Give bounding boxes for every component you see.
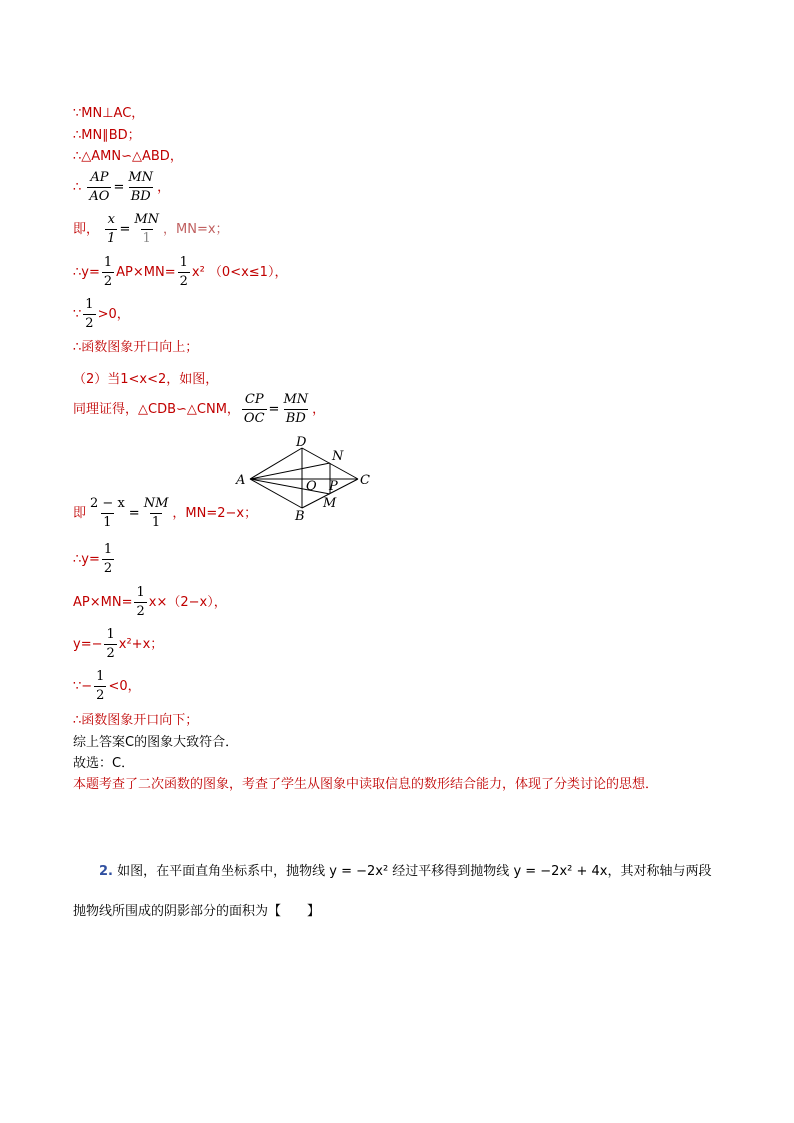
segment-an <box>250 463 330 479</box>
solution-line-7: ∵ $\frac{1}{2}$ >0， <box>73 297 130 331</box>
segment-am <box>250 479 330 494</box>
fraction-half: $\frac{1}{2}$ <box>85 297 94 331</box>
solution-line-1: ∵MN⊥AC， <box>73 106 145 121</box>
label-a: A <box>236 473 246 488</box>
fraction-half: $\frac{1}{2}$ <box>106 627 115 661</box>
fraction-mn-bd: $\frac{MN}{BD}$ <box>283 392 309 426</box>
fraction-half: $\frac{1}{2}$ <box>103 255 113 289</box>
rhombus-figure <box>232 434 377 524</box>
solution-line-11: 即 $\frac{2 - x}{1}$ = $\frac{NM}{1}$ ，MN=2−x； <box>73 496 258 530</box>
solution-line-9: （2）当1<x<2，如图， <box>73 372 219 387</box>
solution-line-16: ∴函数图象开口向下； <box>73 713 199 728</box>
solution-line-5: 即， $\frac{x}{1}$ = $\frac{MN}{1}$ ，MN=x； <box>73 212 229 246</box>
fraction-half: $\frac{1}{2}$ <box>96 669 105 703</box>
solution-line-12: ∴y= $\frac{1}{2}$ <box>73 542 113 576</box>
label-c: C <box>360 473 370 488</box>
fraction-ap-ao: $\frac{AP}{AO}$ <box>89 170 110 204</box>
fraction-2-minus-x: $\frac{2 - x}{1}$ <box>90 496 125 530</box>
fraction-x-1: $\frac{x}{1}$ <box>107 212 116 246</box>
label-p: P <box>329 479 338 494</box>
fraction-half: $\frac{1}{2}$ <box>136 585 145 619</box>
label-d: D <box>296 435 307 450</box>
fraction-mn-1: $\frac{MN}{1}$ <box>134 212 160 246</box>
question-2-line-2: 抛物线所围成的阴影部分的面积为【 】 <box>73 904 321 919</box>
question-number: 2. <box>99 864 113 879</box>
solution-line-2: ∴MN∥BD； <box>73 128 141 143</box>
fraction-half: $\frac{1}{2}$ <box>179 255 188 289</box>
solution-line-15: ∵− $\frac{1}{2}$ <0， <box>73 669 141 703</box>
edge-ba <box>250 479 302 508</box>
solution-line-8: ∴函数图象开口向上； <box>73 340 199 355</box>
question-2-line-1: 2. 如图，在平面直角坐标系中，抛物线 y = −2x² 经过平移得到抛物线 y = −2x² + 4x，其对称轴与两段 <box>99 864 712 879</box>
solution-line-6: ∴y= $\frac{1}{2}$ AP×MN= $\frac{1}{2}$ x² （0<x≤1）， <box>73 255 288 289</box>
fraction-cp-oc: $\frac{CP}{OC}$ <box>243 392 265 426</box>
therefore-symbol: ∴ <box>73 180 82 195</box>
label-o: O <box>306 479 317 494</box>
fraction-mn-bd: $\frac{MN}{BD}$ <box>128 170 154 204</box>
solution-line-10: 同理证得，△CDB∽△CNM， $\frac{CP}{OC}$ = $\frac{MN}{BD}$ ， <box>73 392 326 426</box>
solution-line-14: y=− $\frac{1}{2}$ x²+x； <box>73 627 164 661</box>
label-m: M <box>323 496 337 511</box>
fraction-half: $\frac{1}{2}$ <box>103 542 113 576</box>
solution-line-4: ∴ $\frac{AP}{AO}$ = $\frac{MN}{BD}$ ， <box>73 170 171 204</box>
solution-line-3: ∴△AMN∽△ABD， <box>73 149 183 164</box>
solution-line-18: 故选：C． <box>73 756 135 771</box>
fraction-nm-1: $\frac{NM}{1}$ <box>143 496 169 530</box>
edge-ad <box>250 448 302 479</box>
solution-line-19: 本题考查了二次函数的图象，考查了学生从图象中读取信息的数形结合能力，体现了分类讨论的思想． <box>73 777 659 792</box>
label-n: N <box>332 449 344 464</box>
label-b: B <box>295 509 305 524</box>
solution-line-13: AP×MN= $\frac{1}{2}$ x×（2−x）， <box>73 585 227 619</box>
solution-line-17: 综上答案C的图象大致符合． <box>73 735 239 750</box>
